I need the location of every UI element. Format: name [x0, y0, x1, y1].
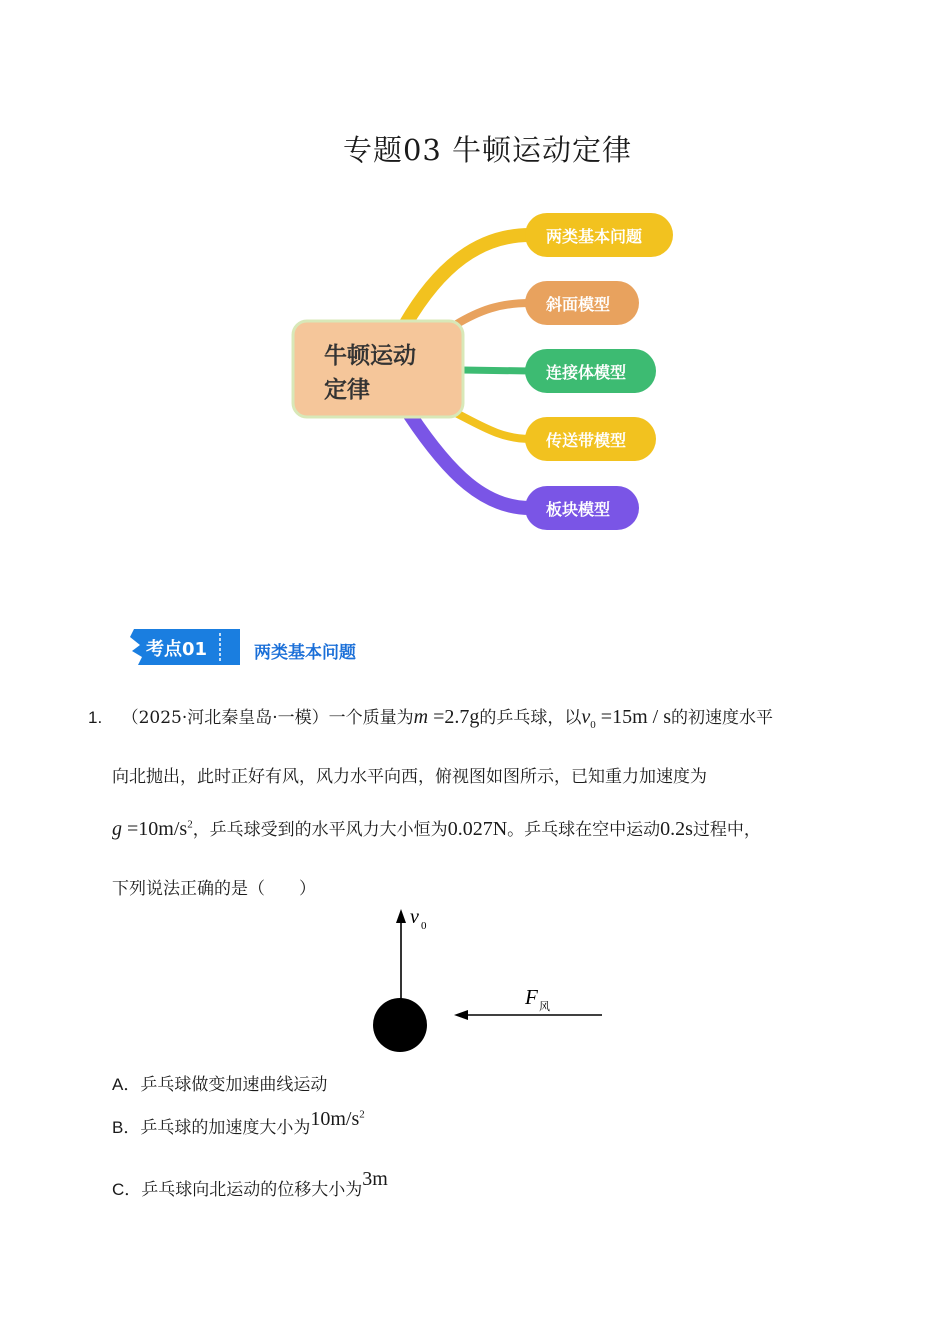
time-value: 0.2s: [660, 818, 693, 840]
velocity-label: v: [410, 906, 419, 928]
option-c-math: 3m: [362, 1168, 388, 1190]
physics-figure: [360, 905, 620, 1065]
page-title: 专题03 牛顿运动定律: [342, 133, 633, 167]
option-c[interactable]: C．乒乓球向北运动的位移大小为3m: [112, 1168, 388, 1200]
option-b-math: $10m/s^2$: [310, 1108, 365, 1130]
gravity-expression: $g =10m/s^2$: [112, 818, 193, 840]
wind-force-label: F: [525, 985, 538, 1009]
option-b[interactable]: B．乒乓球的加速度大小为$10m/s^2$: [112, 1108, 365, 1138]
ping-pong-ball: [373, 998, 427, 1052]
wind-force-label-sub: 风: [539, 1000, 550, 1013]
wind-force-arrowhead: [454, 1010, 468, 1020]
branch-connector-2: [455, 303, 530, 325]
velocity-expression: $v_0 =15m / s$: [581, 706, 671, 731]
mindmap-node-1-label: 两类基本问题: [546, 227, 643, 246]
mindmap-node-4-label: 传送带模型: [546, 431, 627, 450]
branch-connector-1: [405, 235, 530, 325]
velocity-arrowhead: [396, 909, 406, 923]
section-tag-label: 考点01: [146, 639, 208, 660]
branch-connector-3: [462, 370, 530, 371]
section-title: 两类基本问题: [254, 643, 356, 663]
question-line-1: 1. （2025·河北秦皇岛·一模）一个质量为m =2.7g的乒乓球，以$v_0 =15m / s$的初速度水平: [88, 706, 773, 731]
branch-connector-4: [450, 410, 530, 439]
velocity-label-sub: 0: [421, 920, 427, 932]
option-a[interactable]: A．乒乓球做变加速曲线运动: [112, 1075, 328, 1095]
mindmap-node-2-label: 斜面模型: [546, 295, 611, 314]
question-line-2: 向北抛出，此时正好有风，风力水平向西，俯视图如图所示，已知重力加速度为: [112, 767, 707, 787]
mindmap-center-node: [293, 321, 463, 417]
mindmap-center-line2: 定律: [324, 377, 370, 403]
question-line-4: 下列说法正确的是（ ）: [112, 879, 316, 899]
mindmap-center-line1: 牛顿运动: [324, 343, 416, 369]
mind-map: [290, 205, 690, 540]
branch-connector-5: [410, 415, 530, 508]
force-value: 0.027N: [447, 818, 508, 840]
question-line-3: $g =10m/s^2$，乒乓球受到的水平风力大小恒为0.027N。乒乓球在空中运动0.2s过程中，: [112, 818, 761, 840]
question-number: 1.: [88, 708, 103, 727]
mindmap-node-5-label: 板块模型: [546, 500, 611, 519]
mass-expression: m =2.7g: [413, 706, 480, 728]
mindmap-node-3-label: 连接体模型: [546, 363, 627, 382]
